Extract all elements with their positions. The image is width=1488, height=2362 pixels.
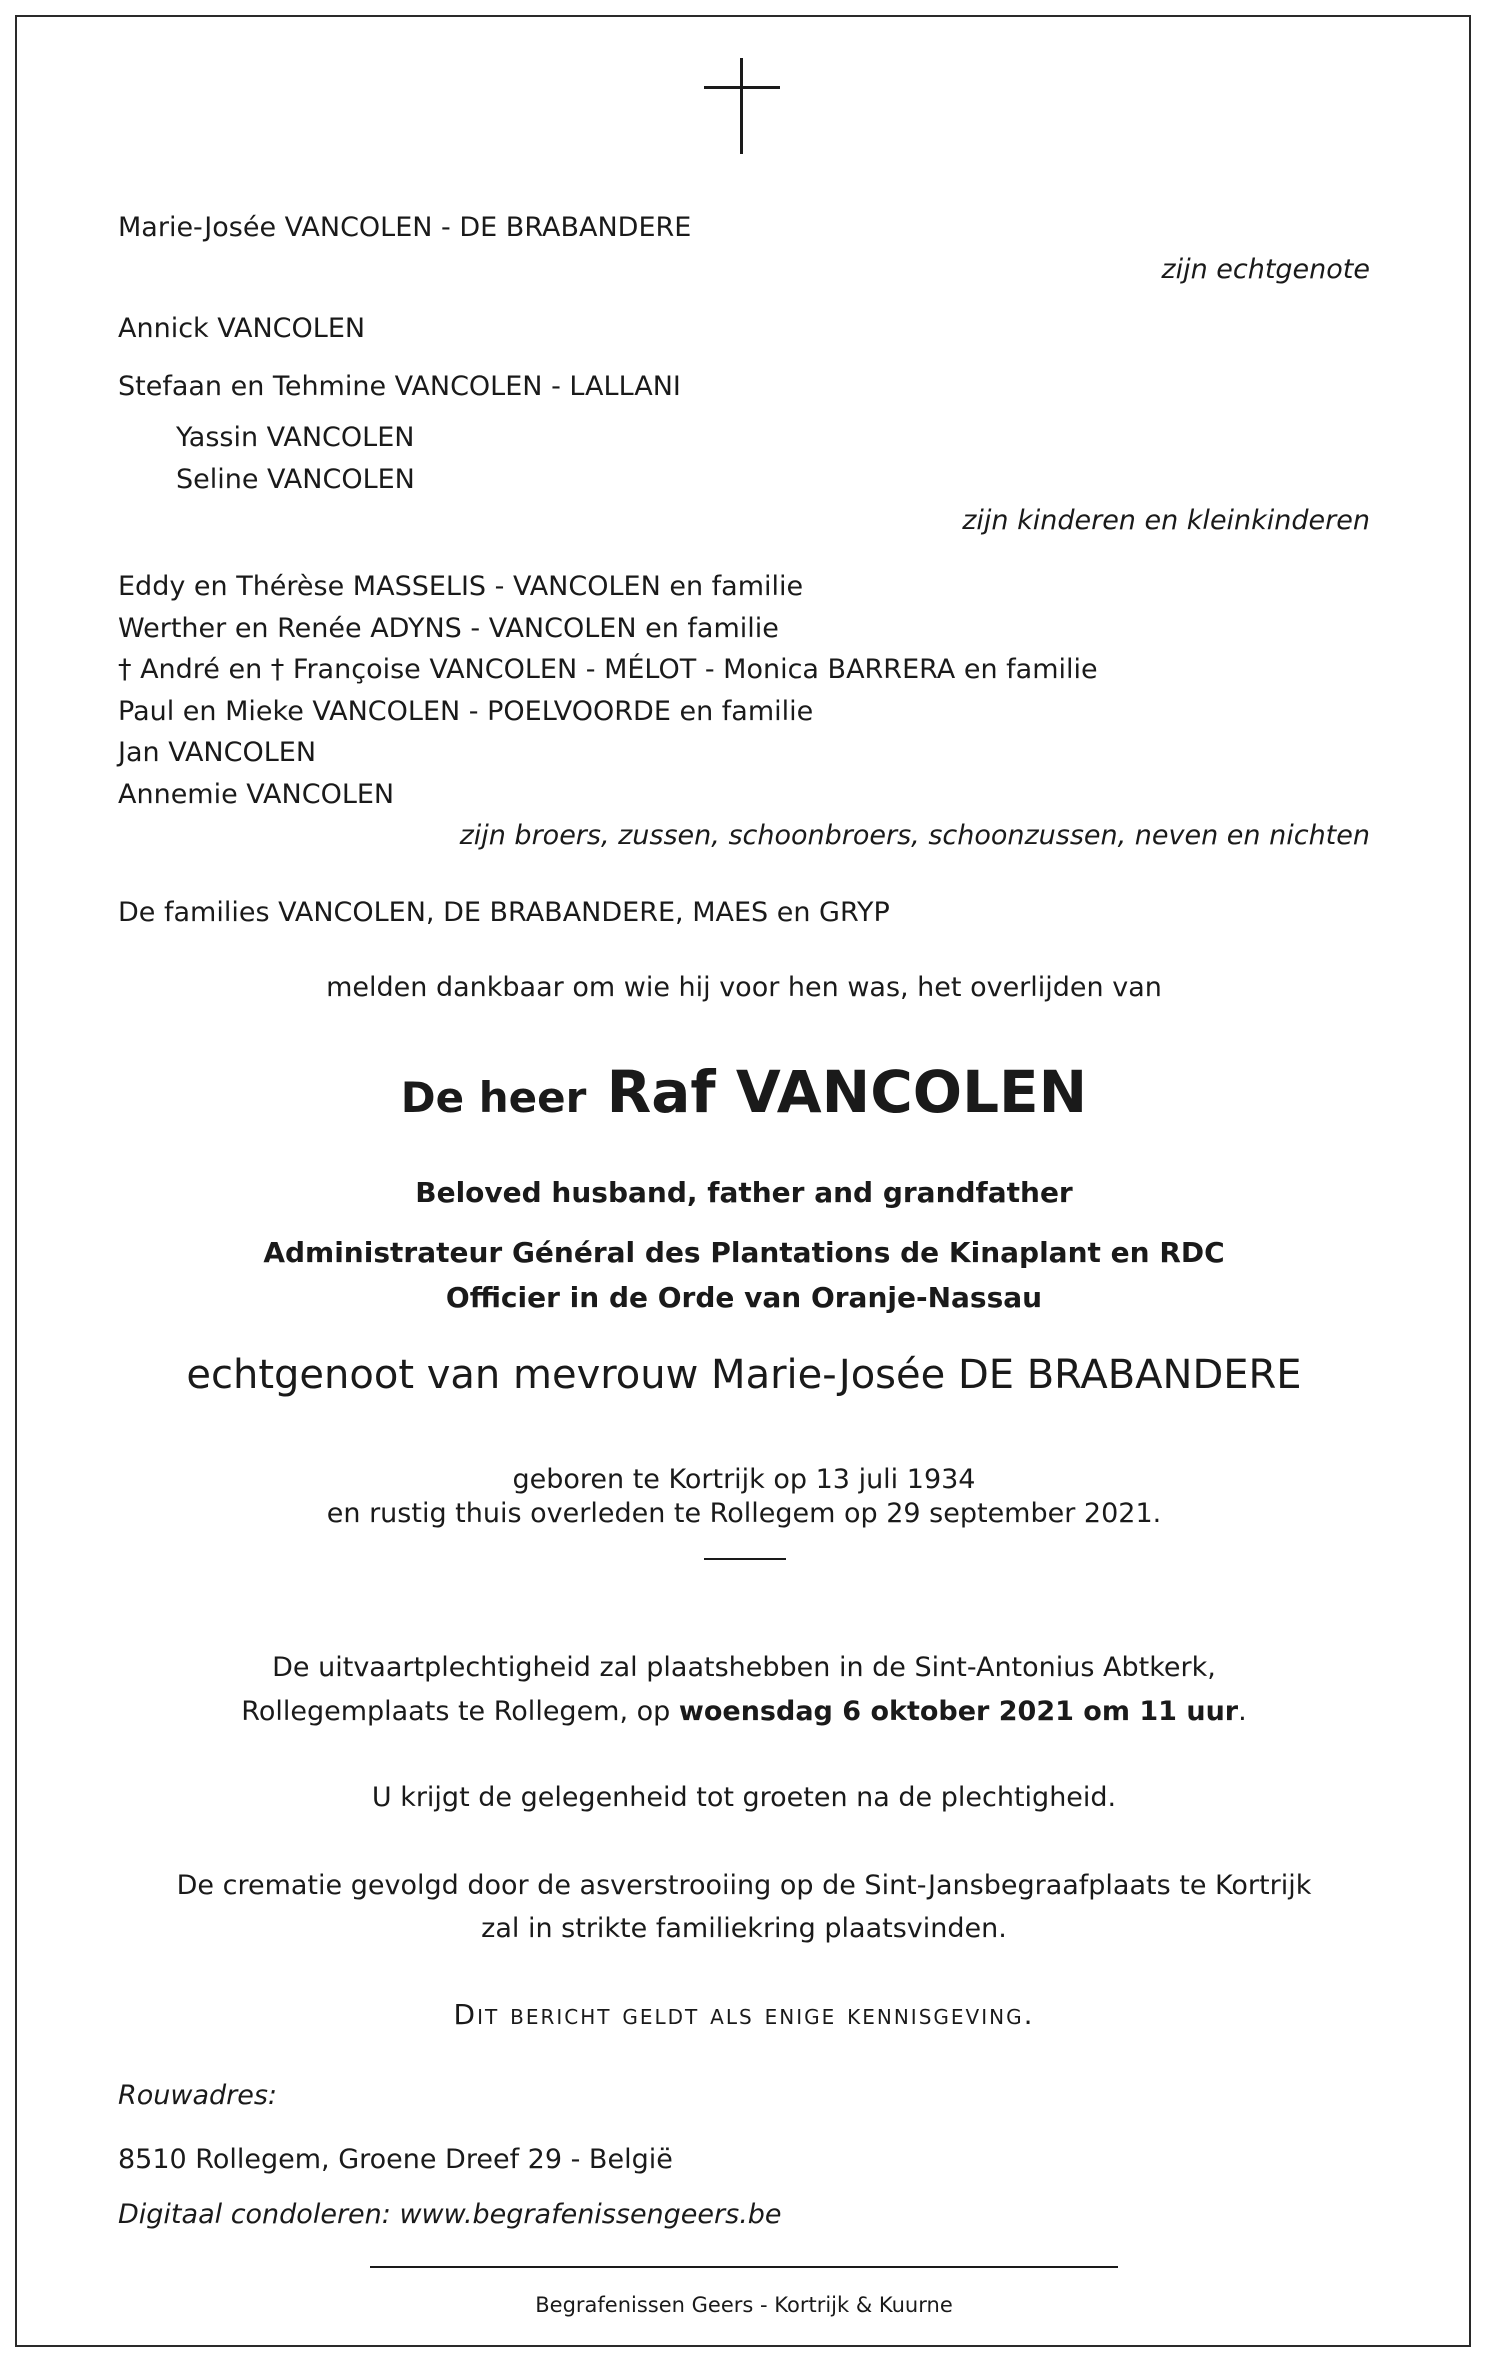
announcement-intro: melden dankbaar om wie hij voor hen was, het overlijden van xyxy=(326,972,1162,1003)
sibling-line: Paul en Mieke VANCOLEN - POELVOORDE en familie xyxy=(118,696,814,727)
grandchild-name: Yassin VANCOLEN xyxy=(176,422,415,453)
ceremony-end: . xyxy=(1238,1696,1247,1727)
function-line: Administrateur Général des Plantations de Kinaplant en RDC xyxy=(263,1236,1225,1269)
died-line: en rustig thuis overleden te Rollegem op 29 september 2021. xyxy=(326,1498,1162,1529)
cross-icon xyxy=(704,58,780,154)
grandchild-name: Seline VANCOLEN xyxy=(176,464,415,495)
sibling-line: Eddy en Thérèse MASSELIS - VANCOLEN en familie xyxy=(118,571,804,602)
cremation-line: De crematie gevolgd door de asverstrooiing op de Sint-Jansbegraafplaats te Kortrijk xyxy=(176,1870,1312,1901)
born-line: geboren te Kortrijk op 13 juli 1934 xyxy=(512,1464,976,1495)
greeting-line: U krijgt de gelegenheid tot groeten na de plechtigheid. xyxy=(371,1782,1117,1813)
last-name: VANCOLEN xyxy=(735,1058,1088,1126)
ceremony-date-line xyxy=(0,1696,1488,1727)
divider xyxy=(704,1558,786,1560)
ceremony-place: Rollegemplaats te Rollegem, op xyxy=(241,1696,679,1727)
child-name: Annick VANCOLEN xyxy=(118,313,366,344)
child-name: Stefaan en Tehmine VANCOLEN - LALLANI xyxy=(118,371,681,402)
deceased-name xyxy=(0,1058,1488,1126)
notice-line: Dit bericht geldt als enige kennisgeving. xyxy=(453,1998,1035,2031)
spouse-name: Marie-Josée VANCOLEN - DE BRABANDERE xyxy=(118,212,692,243)
title-prefix: De heer xyxy=(400,1073,587,1122)
spouse-role: zijn echtgenote xyxy=(1161,254,1370,285)
ceremony-date: woensdag 6 oktober 2021 om 11 uur xyxy=(678,1696,1239,1727)
first-name: Raf xyxy=(606,1058,716,1126)
undertaker: Begrafenissen Geers - Kortrijk & Kuurne xyxy=(535,2293,953,2317)
footer-rule xyxy=(370,2266,1118,2268)
ceremony-line: De uitvaartplechtigheid zal plaatshebben in de Sint-Antonius Abtkerk, xyxy=(272,1652,1216,1683)
address-value: 8510 Rollegem, Groene Dreef 29 - België xyxy=(118,2144,673,2175)
families-line: De families VANCOLEN, DE BRABANDERE, MAES en GRYP xyxy=(118,897,890,928)
cremation-line: zal in strikte familiekring plaatsvinden. xyxy=(481,1913,1007,1944)
siblings-role: zijn broers, zussen, schoonbroers, schoonzussen, neven en nichten xyxy=(459,820,1370,851)
condolence-link[interactable]: Digitaal condoleren: www.begrafenissengeers.be xyxy=(118,2199,782,2230)
address-label: Rouwadres: xyxy=(118,2080,278,2111)
sibling-line: Werther en Renée ADYNS - VANCOLEN en familie xyxy=(118,613,779,644)
spouse-of: echtgenoot van mevrouw Marie-Josée DE BRABANDERE xyxy=(186,1352,1302,1398)
tagline: Beloved husband, father and grandfather xyxy=(415,1176,1073,1209)
sibling-line: Jan VANCOLEN xyxy=(118,737,317,768)
sibling-line: Annemie VANCOLEN xyxy=(118,779,395,810)
function-line: Officier in de Orde van Oranje-Nassau xyxy=(445,1281,1043,1314)
sibling-line: † André en † Françoise VANCOLEN - MÉLOT - Monica BARRERA en familie xyxy=(118,654,1098,685)
children-role: zijn kinderen en kleinkinderen xyxy=(962,505,1370,536)
